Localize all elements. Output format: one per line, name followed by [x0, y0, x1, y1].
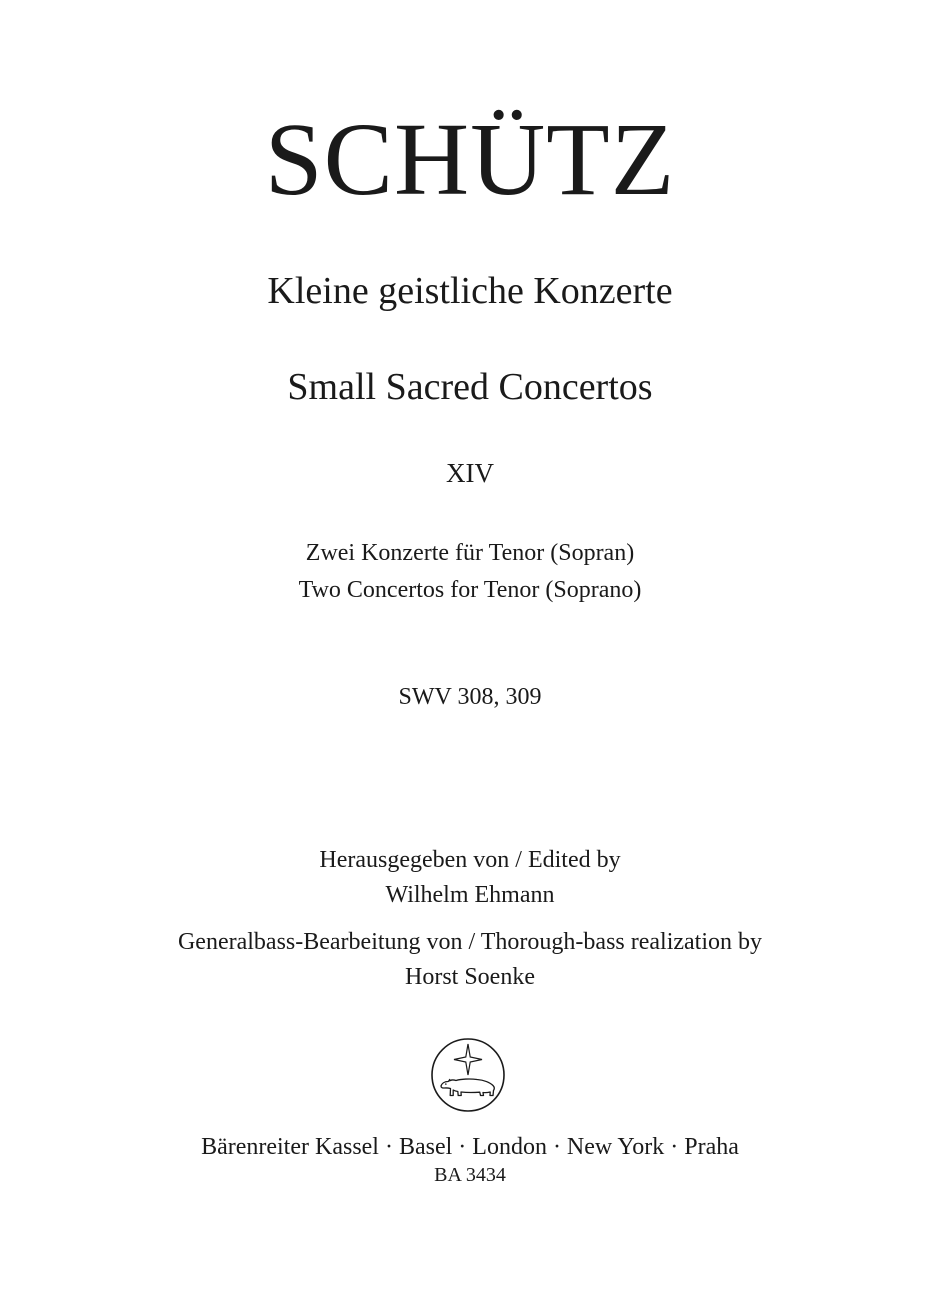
composer-name: SCHÜTZ	[264, 102, 676, 217]
realization-label: Generalbass-Bearbeitung von / Thorough-bass realization by	[177, 929, 763, 955]
swv-catalog-numbers: SWV 308, 309	[398, 684, 542, 710]
title-english: Small Sacred Concertos	[287, 366, 653, 408]
subtitle-english: Two Concertos for Tenor (Soprano)	[298, 577, 642, 603]
baerenreiter-bear-star-icon	[430, 1037, 506, 1113]
editor-name: Wilhelm Ehmann	[385, 882, 555, 908]
subtitle-german: Zwei Konzerte für Tenor (Sopran)	[305, 540, 635, 566]
title-german: Kleine geistliche Konzerte	[267, 270, 673, 312]
edition-number: BA 3434	[434, 1164, 506, 1186]
publisher-line: Bärenreiter Kassel · Basel · London · New York · Praha	[201, 1134, 739, 1160]
volume-number: XIV	[446, 458, 494, 488]
realization-name: Horst Soenke	[405, 964, 535, 990]
editor-label: Herausgegeben von / Edited by	[319, 847, 621, 873]
